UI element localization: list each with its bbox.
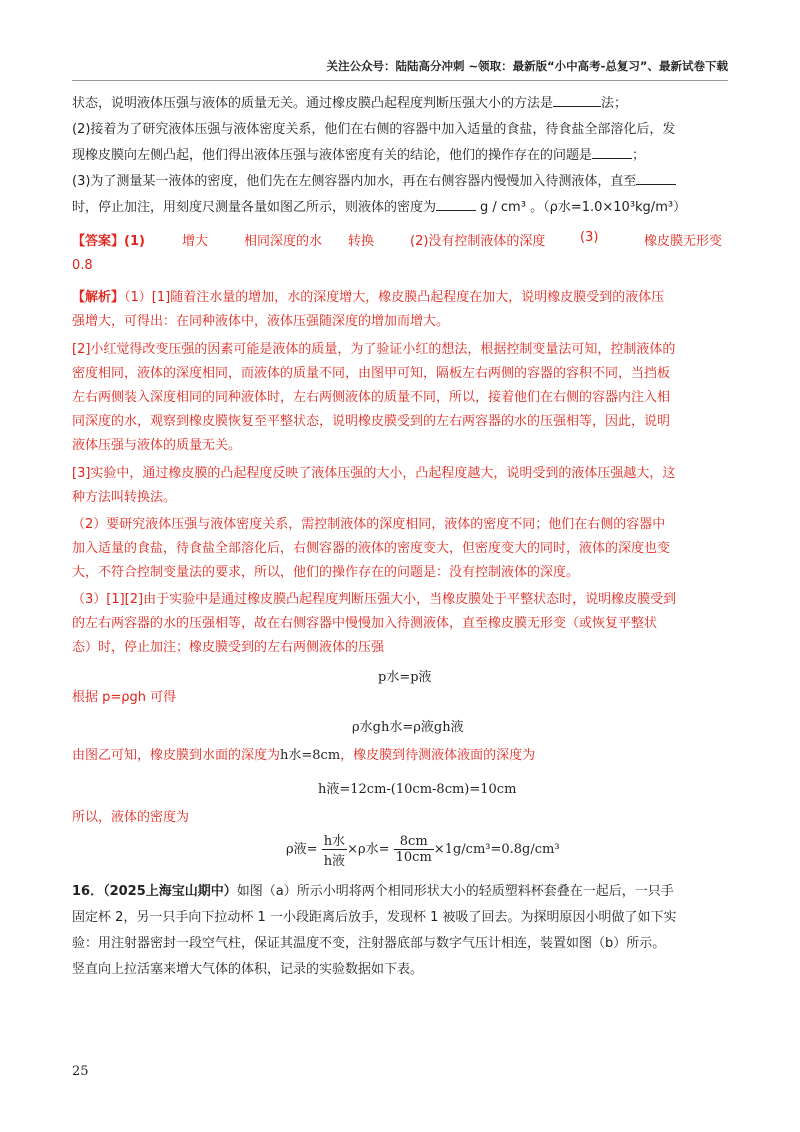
- eq5-fraction-2: [394, 834, 434, 865]
- analysis-l17: 由图乙可知，橡皮膜到水面的深度为: [72, 748, 281, 763]
- analysis-label: 【解析】: [72, 290, 125, 305]
- analysis-line-16: 根据 p=ρgh 可得: [72, 690, 177, 705]
- eq5-den-2: 10cm: [395, 850, 432, 865]
- equation-1: p水=p液: [378, 670, 432, 685]
- analysis-line-9: 种方法叫转换法。: [72, 490, 177, 505]
- analysis-line-6: 同深度的水，观察到橡皮膜恢复至平整状态，说明橡皮膜受到的左右两容器的水的压强相等，因此，说明: [72, 414, 671, 429]
- question-l4: (3)为了测量某一液体的密度，他们先在左侧容器内加水，再在右侧容器内慢慢加入待测液体，直至: [72, 174, 637, 189]
- analysis-line-10: （2）要研究液体压强与液体密度关系，需控制液体的深度相同，液体的密度不同；他们在右侧的容器中: [72, 517, 666, 532]
- answer-2: 相同深度的水: [244, 234, 323, 249]
- question-l5: 时，停止加注，用刻度尺测量各量如图乙所示，则液体的密度为: [72, 200, 437, 215]
- answer-1: 增大: [182, 234, 209, 249]
- eq5-fraction-1: [322, 830, 347, 869]
- analysis-line-1: [72, 286, 728, 310]
- q16-line-3: 验：用注射器密封一段空气柱，保证其温度不变，注射器底部与数字气压计相连，装置如图（b）所示。: [72, 936, 666, 951]
- analysis-line-5: 左右两侧装入深度相同的同种液体时，左右两侧液体的质量不同，所以，接着他们在右侧的容器内注入相: [72, 390, 671, 405]
- analysis-line-17: [72, 744, 728, 768]
- analysis-line-2: 强增大，可得出：在同种液体中，液体压强随深度的增加而增大。: [72, 314, 450, 329]
- answer-4: (2)没有控制液体的深度: [410, 234, 546, 249]
- question-line-2: (2)接着为了研究液体压强与液体密度关系，他们在右侧的容器中加入适量的食盐，待食盐全部溶化后，发: [72, 122, 676, 137]
- analysis-line-15: 态）时，停止加注；橡皮膜受到的左右两侧液体的压强: [72, 640, 385, 655]
- question-l3: 现橡皮膜向左侧凸起，他们得出液体压强与液体密度有关的结论，他们的操作存在的问题是: [72, 148, 593, 163]
- q16-line-2: 固定杯 2，另一只手向下拉动杯 1 一小段距离后放手，发现杯 1 被吸了回去。为探明原因小明做了如下实: [72, 910, 677, 925]
- answer-5: (3): [580, 230, 599, 245]
- eq5-rhs: ×1g/cm³=0.8g/cm³: [433, 842, 560, 857]
- equation-3: h水=8cm: [280, 748, 341, 763]
- question-line-4: [72, 170, 728, 194]
- analysis-line-3: [2]小红觉得改变压强的因素可能是液体的质量，为了验证小红的想法，根据控制变量法可知，控制液体的: [72, 342, 676, 357]
- header-divider: [72, 80, 728, 81]
- eq5-mid: ×ρ水=: [347, 842, 390, 857]
- analysis-line-4: 密度相同，液体的深度相同，而液体的质量不同，由图甲可知，隔板左右两侧的容器的容积不同，当挡板: [72, 366, 671, 381]
- q16-source: （2025上海宝山期中）: [103, 884, 237, 899]
- equation-4: h液=12cm-(10cm-8cm)=10cm: [318, 782, 517, 797]
- analysis-line-11: 加入适量的食盐，待食盐全部溶化后，右侧容器的液体的密度变大，但密度变大的同时，液体的深度也变: [72, 541, 671, 556]
- eq5-den-1: h液: [323, 854, 346, 869]
- blank-1: [553, 92, 601, 107]
- question-l5-unit: g / cm³ 。（ρ水=1.0×10³kg/m³）: [480, 200, 687, 215]
- question-l1-end: 法；: [601, 96, 628, 111]
- page-header: 关注公众号：陆陆高分冲刺 ~领取：最新版“小中高考-总复习”、最新试卷下载: [326, 59, 728, 73]
- blank-4: [436, 196, 476, 211]
- blank-3: [636, 170, 676, 185]
- eq5-num-1: h水: [322, 830, 347, 850]
- analysis-l17-mid: ，橡皮膜到待测液体液面的深度为: [340, 748, 536, 763]
- eq5-num-2: 8cm: [394, 834, 434, 850]
- question-l1: 状态，说明液体压强与液体的质量无关。通过橡皮膜凸起程度判断压强大小的方法是: [72, 96, 554, 111]
- q16-l1: 如图（a）所示小明将两个相同形状大小的轻质塑料杯套叠在一起后，一只手: [236, 884, 674, 899]
- analysis-line-12: 大，不符合控制变量法的要求，所以，他们的操作存在的问题是：没有控制液体的深度。: [72, 565, 580, 580]
- page-number: 25: [72, 1064, 89, 1079]
- analysis-line-13: （3）[1][2]由于实验中是通过橡皮膜凸起程度判断压强大小，当橡皮膜处于平整状态时，说明橡皮膜受到: [72, 592, 677, 607]
- analysis-line-14: 的左右两容器的水的压强相等，故在右侧容器中慢慢加入待测液体，直至橡皮膜无形变（或恢复平整状: [72, 616, 658, 631]
- answer-6: 橡皮膜无形变: [644, 234, 723, 249]
- analysis-line-7: 液体压强与液体的质量无关。: [72, 438, 242, 453]
- question-line-1: [72, 92, 728, 116]
- blank-2: [592, 144, 632, 159]
- q16-number: 16．: [72, 884, 104, 899]
- analysis-line-18: 所以，液体的密度为: [72, 810, 190, 825]
- answer-label: 【答案】(1): [72, 234, 145, 249]
- eq5-lhs: ρ液=: [286, 842, 318, 857]
- analysis-l1: （1）[1]随着注水量的增加，水的深度增大，橡皮膜凸起程度在加大，说明橡皮膜受到的液体压: [124, 290, 665, 305]
- q16-line-4: 竖直向上拉活塞来增大气体的体积，记录的实验数据如下表。: [72, 962, 424, 977]
- analysis-line-8: [3]实验中，通过橡皮膜的凸起程度反映了液体压强的大小，凸起程度越大，说明受到的液体压强越大，这: [72, 466, 676, 481]
- q16-line-1: [72, 880, 728, 904]
- equation-5: [286, 830, 560, 869]
- question-l3-end: ；: [632, 148, 646, 163]
- question-line-5: [72, 196, 728, 220]
- equation-2: ρ水gh水=ρ液gh液: [352, 720, 464, 735]
- question-line-3: [72, 144, 728, 168]
- answer-3: 转换: [348, 234, 375, 249]
- answer-7: 0.8: [72, 258, 93, 273]
